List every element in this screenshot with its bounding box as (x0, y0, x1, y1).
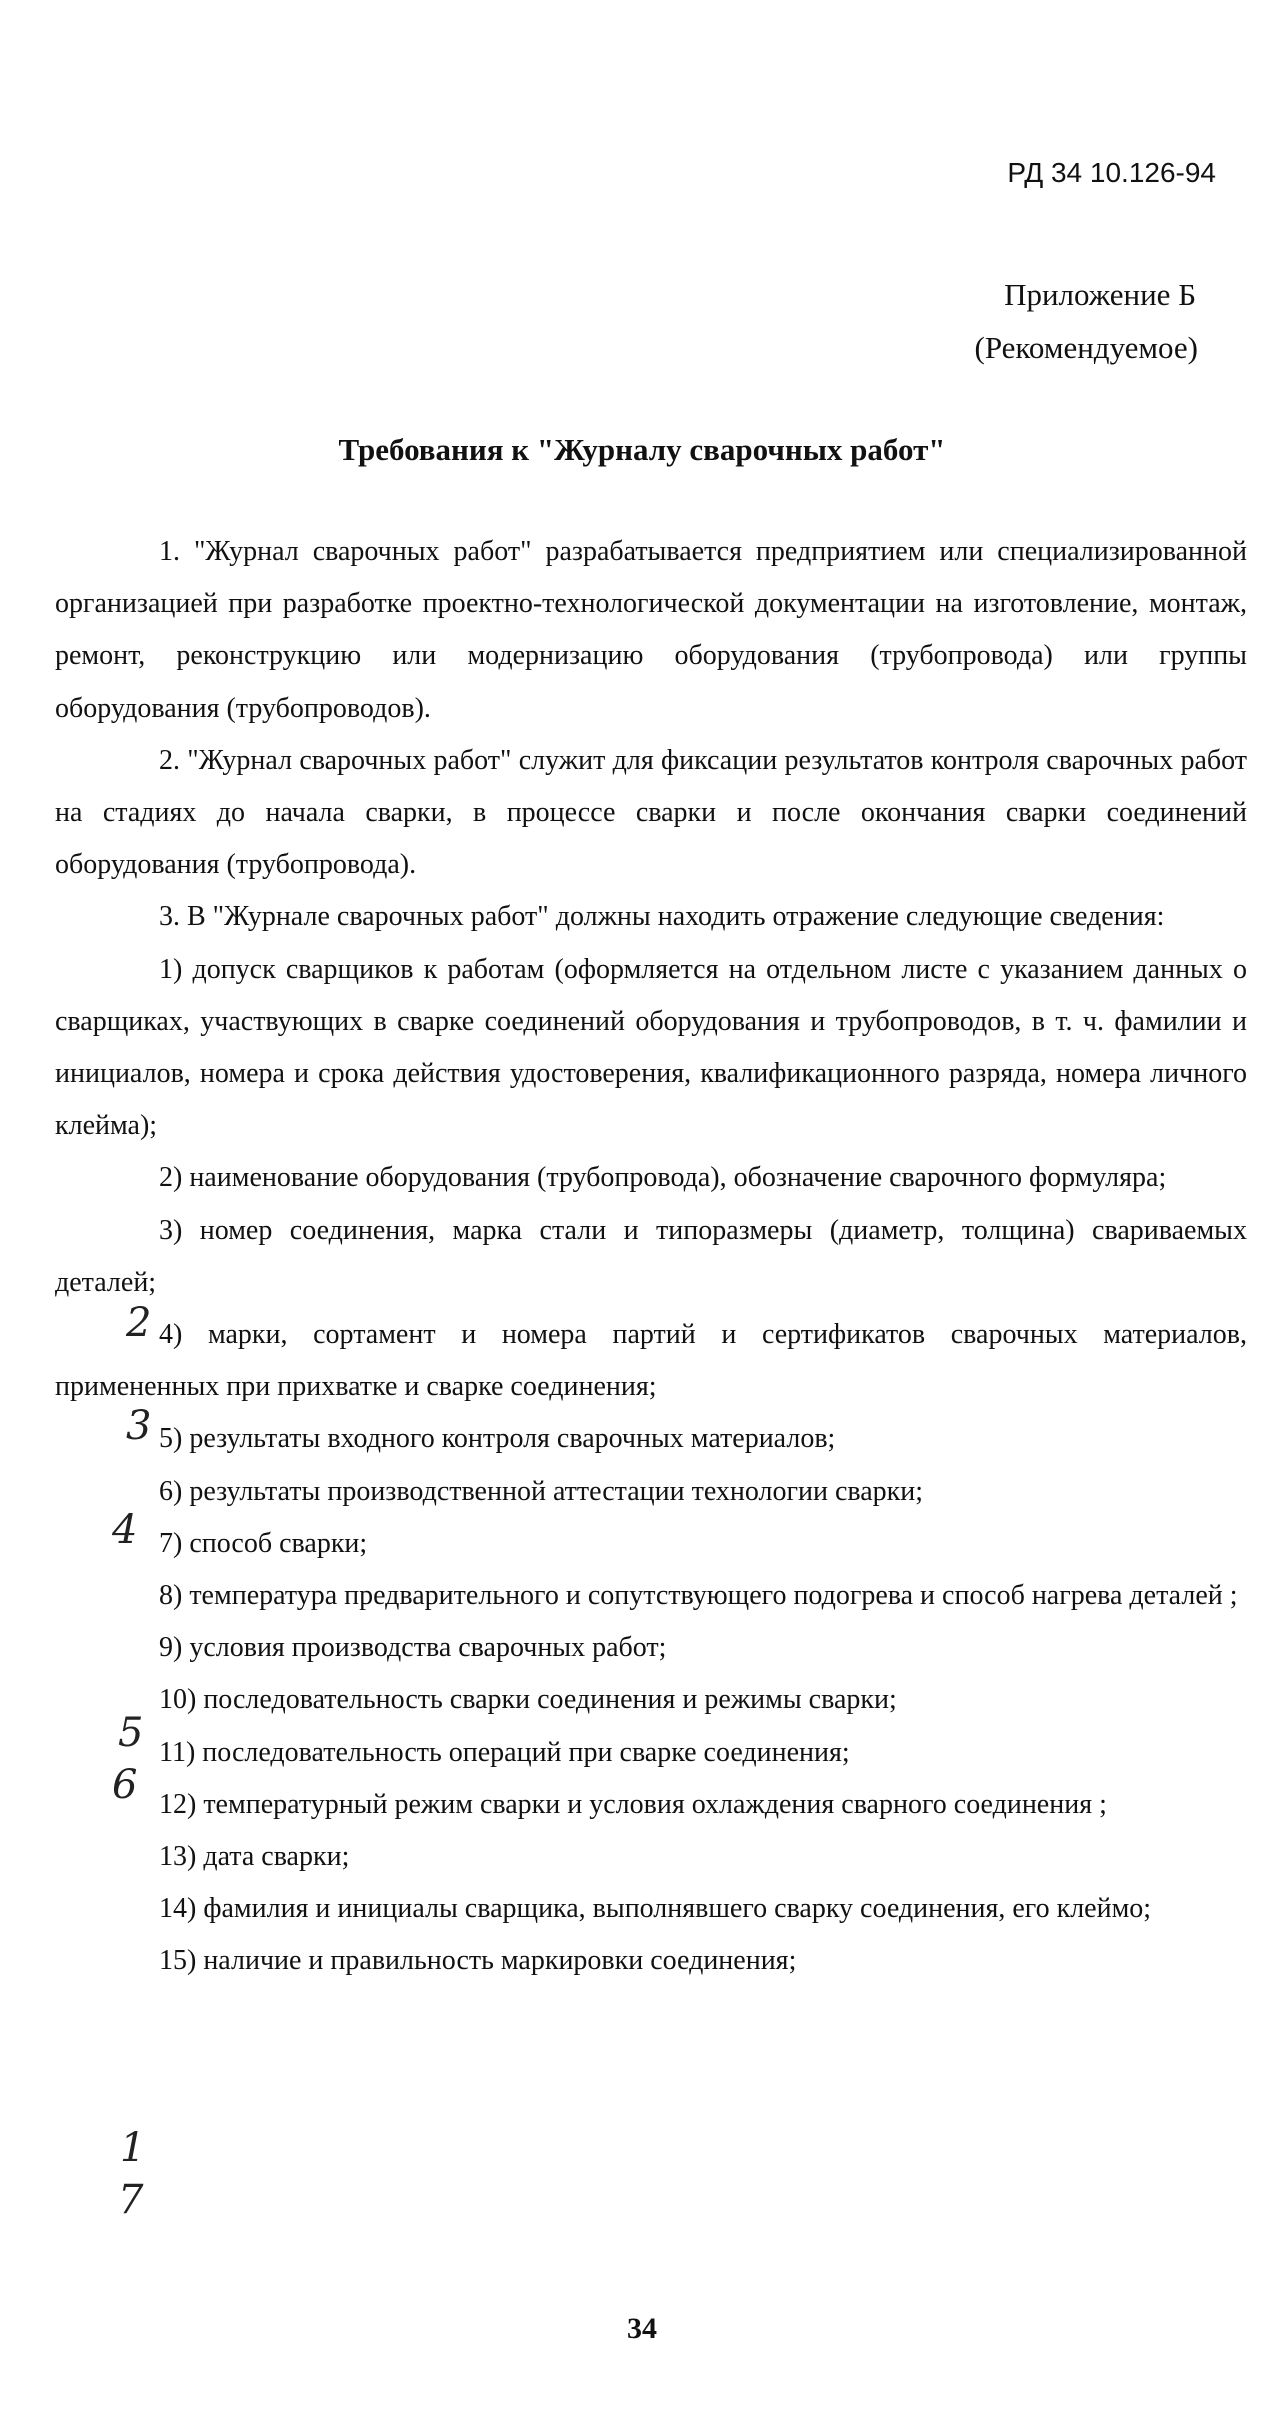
handwritten-mark: 2 (126, 1300, 152, 1346)
list-item-9: 9) условия производства сварочных работ; (159, 1632, 667, 1664)
handwritten-mark: 6 (112, 1762, 138, 1808)
appendix-status: (Рекомендуемое) (974, 330, 1198, 365)
list-item-6: 6) результаты производственной аттестации технологии сварки; (159, 1475, 924, 1507)
section-title: Требования к "Журналу сварочных работ" (338, 432, 946, 467)
list-item-2: 2) наименование оборудования (трубопровода), обозначение сварочного формуляра; (159, 1162, 1167, 1194)
document-body (55, 526, 1247, 1988)
list-item-11: 11) последовательность операций при сварке соединения; (159, 1736, 850, 1768)
list-item-10: 10) последовательность сварки соединения и режимы сварки; (159, 1684, 897, 1716)
handwritten-mark: 5 (118, 1710, 144, 1756)
handwritten-mark: 4 (112, 1507, 138, 1553)
appendix-label: Приложение Б (1004, 277, 1196, 312)
list-item-8: 8) температура предварительного и сопутствующего подогрева и способ нагрева деталей ; (159, 1580, 1238, 1612)
handwritten-mark: 3 (126, 1403, 152, 1449)
page-number: 34 (627, 2312, 657, 2345)
list-item-14: 14) фамилия и инициалы сварщика, выполнявшего сварку соединения, его клеймо; (159, 1893, 1152, 1925)
paragraph-3: 3. В "Журнале сварочных работ" должны находить отражение следующие сведения: (159, 901, 1165, 933)
list-item-12: 12) температурный режим сварки и условия охлаждения сварного соединения ; (159, 1788, 1107, 1820)
list-item-4: 4) марки, сортамент и номера партий и сертификатов сварочных материалов, примененных при прихватке и сварке соединения; (55, 1319, 1247, 1403)
list-item-5: 5) результаты входного контроля сварочных материалов; (159, 1423, 836, 1455)
list-item-7: 7) способ сварки; (159, 1527, 368, 1559)
handwritten-mark: 7 (118, 2177, 144, 2223)
handwritten-mark: 1 (120, 2125, 146, 2171)
document-code: РД 34 10.126-94 (1007, 157, 1216, 188)
paragraph-2: 2. "Журнал сварочных работ" служит для фиксации результатов контроля сварочных работ на стадиях до начала сварки, в процессе сварки и после окончания сварки соединений оборудования (трубопровода). (55, 744, 1247, 881)
paragraph-1: 1. "Журнал сварочных работ" разрабатывается предприятием или специализированной организацией при разработке проектно-технологической документации на изготовление, монтаж, ремонт, реконструкцию или модернизацию оборудования (трубопровода) или группы оборудования (трубопроводов). (55, 536, 1247, 724)
list-item-13: 13) дата сварки; (159, 1841, 350, 1873)
list-item-1: 1) допуск сварщиков к работам (оформляется на отдельном листе с указанием данных о сварщиках, участвующих в сварке соединений оборудования и трубопроводов, в т. ч. фамилии и инициалов, номера и срока действия удостоверения, квалификационного разряда, номера личного клейма); (55, 953, 1247, 1142)
list-item-3: 3) номер соединения, марка стали и типоразмеры (диаметр, толщина) свариваемых деталей; (55, 1214, 1247, 1298)
list-item-15: 15) наличие и правильность маркировки соединения; (159, 1945, 797, 1977)
